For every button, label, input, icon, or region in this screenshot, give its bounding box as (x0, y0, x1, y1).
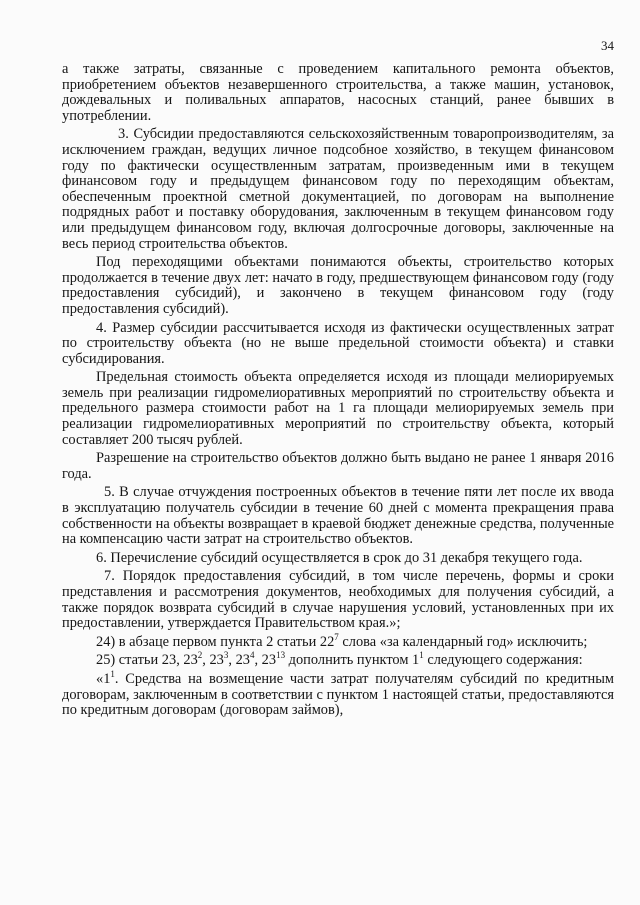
text-run: , 23 (254, 652, 277, 669)
document-body (62, 62, 614, 722)
paragraph-6: Разрешение на строительство объектов должно быть выдано не ранее 1 января 2016 года. (62, 450, 614, 482)
text-run: , 23 (202, 652, 224, 669)
paragraph-7: 5. В случае отчуждения построенных объектов в течение пяти лет после их ввода в эксплуатацию получатель субсидии в течение 60 дней с момента прекращения права собственности на объекты возвращает в краевой бюджет денежные средства, полученные на компенсацию части затрат на строительство объектов. (62, 484, 614, 548)
paragraph-4: 4. Размер субсидии рассчитывается исходя из фактически осуществленных затрат по строительству объекта (но не выше предельной стоимости объекта) и ставки субсидирования. (62, 319, 614, 367)
text-run: 25) статьи 23, 23 (96, 652, 198, 669)
paragraph-2: 3. Субсидии предоставляются сельскохозяйственным товаропроизводителям, за исключением граждан, ведущих личное подсобное хозяйство, в текущем финансовом году по фактически осуществленным затратам, произведенным ими в текущем финансовом году и предыдущем финансовом году по переходящим объектам, обеспеченным проектной сметной документацией, по договорам на выполнение подрядных работ и поставку оборудования, заключенным в текущем финансовом году или предыдущем финансовом году, включая долгосрочные договоры, заключенные на весь период строительства объектов. (62, 126, 614, 252)
page-number: 34 (601, 38, 614, 53)
paragraph-11 (62, 650, 614, 669)
paragraph-9: 7. Порядок предоставления субсидий, в том числе перечень, формы и сроки представления и рассмотрения документов, необходимых для получения субсидий, а также порядок возврата субсидий в случае нарушения условий, установленных при их предоставлении, утверждается Правительством края.»; (62, 568, 614, 632)
text-run: 24) в абзаце первом пункта 2 статьи 22 (96, 633, 335, 650)
superscript: 2 (197, 650, 203, 661)
superscript: 1 (419, 650, 424, 661)
superscript: 7 (334, 631, 339, 642)
text-run: , 23 (228, 652, 250, 669)
superscript: 4 (249, 650, 255, 661)
text-run: . Средства на возмещение части затрат получателям субсидий по кредитным договорам, заключенным в соответствии с пунктом 1 настоящей статьи, предоставляются по кредитным договорам (договорам займов), (62, 670, 614, 719)
paragraph-3: Под переходящими объектами понимаются объекты, строительство которых продолжается в течение двух лет: начато в году, предшествующем финансовом году (году предоставления субсидий), и закончено в текущем финансовом году (году предоставления субсидий). (62, 254, 614, 317)
superscript: 13 (276, 650, 286, 661)
text-run: следующего содержания: (423, 652, 583, 669)
paragraph-1: а также затраты, связанные с проведением капитального ремонта объектов, приобретением объектов незавершенного строительства, а также машин, установок, дождевальных и поливальных аппаратов, насосных станций, ранее бывших в употреблении. (62, 61, 614, 124)
paragraph-10 (62, 631, 614, 651)
text-run: дополнить пунктом 1 (285, 652, 420, 669)
text-run: слова «за календарный год» исключить; (338, 633, 588, 650)
paragraph-5: Предельная стоимость объекта определяется исходя из площади мелиорируемых земель при реализации гидромелиоративных мероприятий по строительству объекта и предельного размера стоимости работ на 1 га площади мелиорируемых земель при реализации гидромелиоративных мероприятий по строительству объекта, который составляет 200 тысяч рублей. (62, 369, 614, 448)
paragraph-12 (62, 668, 614, 719)
superscript: 3 (223, 650, 229, 661)
paragraph-8: 6. Перечисление субсидий осуществляется в срок до 31 декабря текущего года. (96, 549, 583, 566)
text-run: «1 (96, 670, 111, 687)
superscript: 1 (110, 668, 115, 679)
